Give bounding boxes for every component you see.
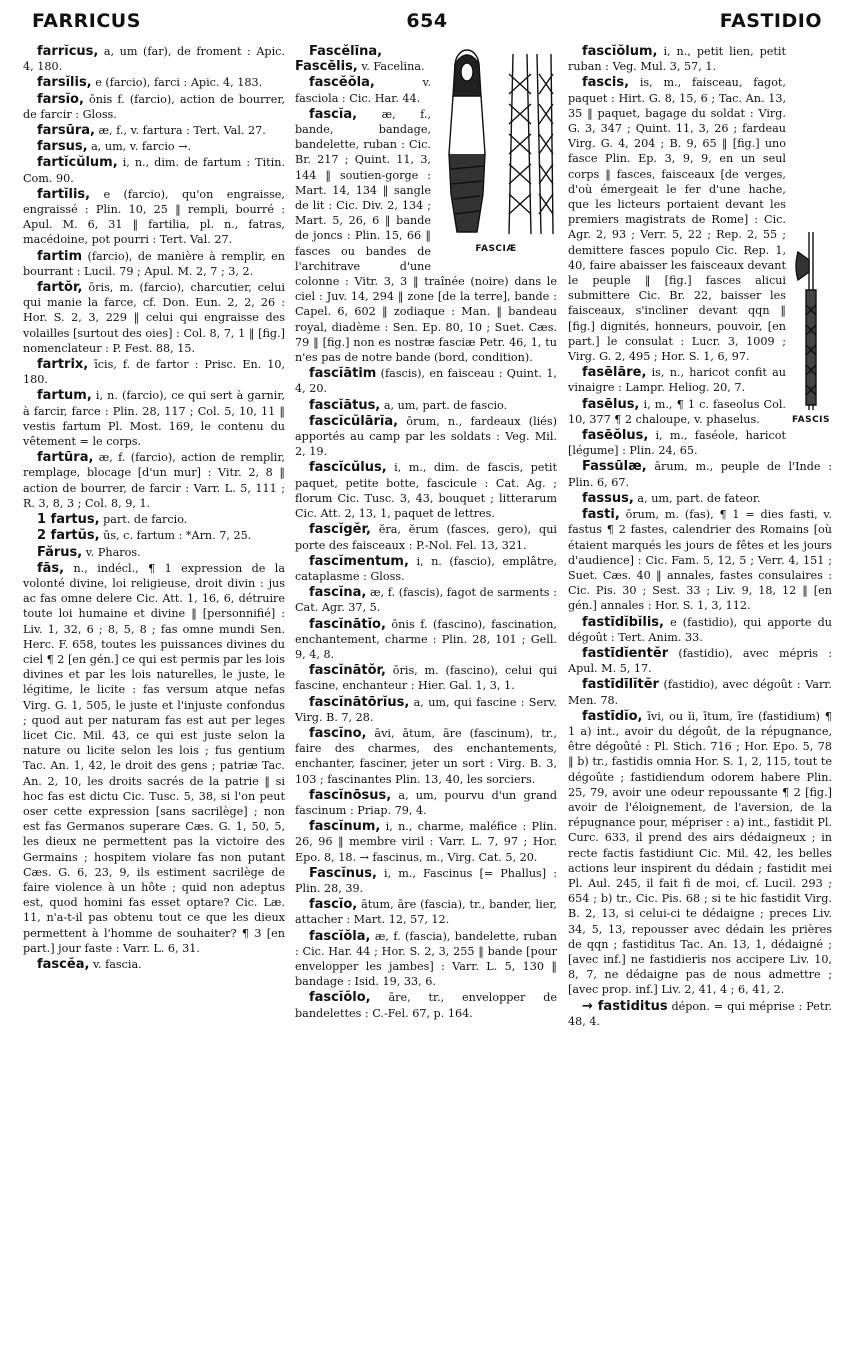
column-1 bbox=[23, 44, 285, 1344]
entry-headword: fascĭmentum, bbox=[309, 553, 409, 569]
entry-headword: Fassūlæ, bbox=[582, 459, 647, 475]
entry-headword: fasēlus, bbox=[582, 396, 640, 412]
entry-definition: ōris, m. (farcio), charcutier, celui qui manie la farce, cf. Don. Eun. 2, 2, 26 : Hor. S. 2, 3, 229 ‖ celui qui engraisse des volailles [surtout des oies] : Col. 8, 7, 1 ‖ [fig.] nomenclateur : P. Fest. 88, 15. bbox=[23, 281, 285, 355]
page-number: 654 bbox=[406, 10, 448, 32]
entry-headword: fastīdĭentĕr bbox=[582, 645, 669, 661]
entry-headword: farrĭcus, bbox=[37, 44, 99, 59]
entry-definition: a, um, v. farcio →. bbox=[91, 140, 192, 154]
entry-definition: v. Facelina. bbox=[361, 60, 425, 74]
entry-definition: i, m., faséole, haricot [légume] : Plin. 24, 65. bbox=[568, 429, 786, 458]
entry-definition: dépon. = qui méprise : Petr. 48, 4. bbox=[568, 999, 832, 1028]
entry-headword: fascĕa, bbox=[37, 956, 90, 972]
entry-definition: i, m., dim. de fascis, petit paquet, petite botte, fascicule : Cat. Ag. ; florum Cic. Tusc. 3, 43, bouquet ; litterarum Cic. Att. 2, 13, 1, paquet de lettres. bbox=[295, 461, 557, 521]
entry-headword: fartum, bbox=[37, 388, 92, 404]
dictionary-entry bbox=[23, 123, 285, 138]
entry-definition: ōris, m. (fascino), celui qui fascine, enchanteur : Hier. Gal. 1, 3, 1. bbox=[295, 664, 557, 693]
entry-headword: fascĭnātōrĭus, bbox=[309, 694, 410, 710]
dictionary-entry bbox=[295, 585, 557, 615]
entry-headword: fascĭcŭlārĭa, bbox=[309, 413, 399, 429]
entry-definition: ōrum, m. (fas), ¶ 1 = dies fasti, v. fastus ¶ 2 fastes, calendrier des Romains [où étaient marqués les jours de fêtes et les jours d'audience] : Cic. Fam. 5, 12, 5 ; Verr. 4, 151 ; Suet. Cæs. 40 ‖ annales, fastes consulaires : Cic. Pis. 30 ; Sest. 33 ; Liv. 9, 18, 12 ‖ [en gén.] annales : Hor. S. 1, 3, 112. bbox=[568, 508, 832, 613]
entry-definition: i, n. (fascio), emplâtre, cataplasme : Gloss. bbox=[295, 554, 557, 583]
entry-definition: æ, f., bande, bandage, bandelette, ruban : Cic. Br. 217 ; Quint. 11, 3, 144 ‖ soutien-gorge : Mart. 14, 134 ‖ sangle de lit : Cic. Div. 2, 134 ; Mart. 5, 26, 6 ‖ bande de joncs : Plin. 15, 66 ‖ fasces ou bandes de l'architrave d'une colonne : Vitr. 3, 3 ‖ traînée (noire) dans le ciel : Juv. 14, 294 ‖ zone [de la terre], bande : Capel. 6, 602 ‖ zodiaque : Man. ‖ bandeau royal, diadème : Sen. Ep. 80, 10 ; Suet. Cæs. 79 ‖ [fig.] non es nostræ fasciæ Petr. 46, 1, tu n'es pas de notre bande (bord, condition). bbox=[295, 107, 557, 365]
entry-definition: ātum, āre (fascia), tr., bander, lier, attacher : Mart. 12, 57, 12. bbox=[295, 898, 557, 927]
entry-headword: fascĭātim bbox=[309, 366, 377, 382]
dictionary-entry bbox=[23, 957, 285, 972]
dictionary-entry bbox=[295, 897, 557, 927]
dictionary-entry bbox=[295, 866, 557, 896]
dictionary-entry bbox=[295, 414, 557, 460]
fascis-illustration bbox=[790, 230, 832, 430]
dictionary-entry bbox=[23, 450, 285, 511]
entry-definition: v. fascia. bbox=[92, 957, 142, 971]
dictionary-entry bbox=[295, 398, 557, 413]
entry-headword: fascĭnātŏr, bbox=[309, 663, 386, 679]
entry-definition: ōnis f. (farcio), action de bourrer, de farcir : Gloss. bbox=[23, 92, 285, 121]
dictionary-entry bbox=[568, 459, 832, 489]
dictionary-entry bbox=[295, 366, 557, 396]
entry-definition: n., indécl., ¶ 1 expression de la volonté divine, loi religieuse, droit divin : jus ac fas omne delere Cic. Att. 1, 16, 6, détruire toute loi humaine et divine ‖ [personnifié] : Liv. 1, 32, 6 ; 8, 5, 8 ; fas omne mundi Sen. Herc. F. 658, toutes les puissances divines du ciel ¶ 2 [en gén.] ce qui est permis par les lois divines et par les lois naturelles, le juste, le légitime, le licite : fas versum atque nefas Virg. G. 1, 505, le juste et l'injuste confondus ; quod aut per naturam fas est aut per leges licet Cic. Mil. 43, ce qui est juste selon la nature ou licite selon les lois ; fus gentium Tac. An. 1, 42, le droit des gens ; patriæ Tac. An. 2, 10, les droits sacrés de la patrie ‖ si hoc fas est dictu Cic. Tusc. 5, 38, si l'on peut oser cette expression [sans sacrilège] ; non est fas Germanos superare Cæs. G. 1, 50, 5, les dieux ne permettent pas la victoire des Germains ; hospitem violare fas non putant Cæs. G. 6, 23, 9, ils estiment sacrilège de faire violence à un hôte ; quid non adeptus est, quod homini fas esset optare? Cic. Læ. 11, n'a-t-il pas obtenu tout ce que les dieux permettent à l'homme de souhaiter? ¶ 3 [en part.] jour faste : Varr. L. 6, 31. bbox=[23, 561, 285, 955]
entry-definition: (fastidio), avec dégoût : Varr. Men. 78. bbox=[568, 678, 832, 707]
entry-definition: æ, f. (farcio), action de remplir, remplage, blocage [d'un mur] : Vitr. 2, 8 ‖ action de bourrer, de farcir : Varr. L. 5, 111 ; R. 3, 8, 3 ; Col. 8, 9, 1. bbox=[23, 451, 285, 510]
dictionary-entry bbox=[568, 428, 832, 458]
entry-headword: 2 fartŭs, bbox=[37, 528, 100, 544]
entry-definition: v. fasciola : Cic. Har. 44. bbox=[295, 76, 431, 105]
entry-headword: 1 fartus, bbox=[37, 512, 100, 528]
entry-definition: æ, f., v. fartura : Tert. Val. 27. bbox=[98, 124, 266, 138]
dictionary-entry bbox=[295, 788, 557, 818]
entry-definition: a, um (far), de froment : Apic. 4, 180. bbox=[23, 45, 285, 74]
entry-headword: fascĭgĕr, bbox=[309, 522, 371, 538]
dictionary-entry bbox=[295, 460, 557, 521]
entry-headword: fastīdĭo, bbox=[582, 708, 643, 724]
dictionary-entry bbox=[568, 615, 832, 645]
entry-headword: farsūra, bbox=[37, 123, 95, 139]
entry-definition: is, n., haricot confit au vinaigre : Lampr. Heliog. 20, 7. bbox=[568, 366, 786, 395]
entry-definition: i, n., dim. de fartum : Titin. Com. 90. bbox=[23, 156, 285, 185]
entry-definition: a, um, part. de fateor. bbox=[637, 491, 761, 505]
column-3 bbox=[568, 44, 832, 1344]
entry-headword: fās, bbox=[37, 560, 65, 576]
entry-definition: a, um, qui fascine : Serv. Virg. B. 7, 28. bbox=[295, 695, 557, 724]
page-header bbox=[32, 10, 822, 40]
dictionary-entry bbox=[23, 561, 285, 956]
entry-definition: i, n., petit lien, petit ruban : Veg. Mul. 3, 57, 1. bbox=[568, 45, 786, 74]
dictionary-entry bbox=[295, 617, 557, 663]
dictionary-entry bbox=[295, 695, 557, 725]
entry-definition: i, n. (farcio), ce qui sert à garnir, à farcir, farce : Plin. 28, 117 ; Col. 5, 10, 11 ‖ vestis fartum Pl. Most. 169, le contenu du vêtement = le corps. bbox=[23, 389, 285, 449]
dictionary-entry bbox=[568, 44, 832, 74]
entry-headword: farsĭlis, bbox=[37, 75, 92, 91]
dictionary-entry bbox=[23, 280, 285, 356]
dictionary-entry bbox=[295, 554, 557, 584]
entry-headword: fartim bbox=[37, 248, 83, 264]
entry-definition: ūs, c. fartum : *Arn. 7, 25. bbox=[103, 529, 252, 543]
entry-headword: fasti, bbox=[582, 507, 620, 523]
entry-headword: fasēlāre, bbox=[582, 365, 647, 381]
entry-headword: fartūra, bbox=[37, 450, 94, 466]
entry-headword: fascĭnātĭo, bbox=[309, 616, 386, 632]
entry-definition: v. Pharos. bbox=[85, 545, 141, 559]
dictionary-entry bbox=[23, 512, 285, 527]
entry-headword: fartĭcŭlum, bbox=[37, 155, 118, 171]
entry-headword: fascĭnum, bbox=[309, 819, 381, 835]
column-2 bbox=[295, 44, 557, 1344]
entry-headword: fascĭna, bbox=[309, 585, 367, 601]
entry-headword: → fastiditus bbox=[582, 998, 668, 1014]
dictionary-entry bbox=[23, 528, 285, 543]
header-last-entry: FASTIDIO bbox=[719, 10, 822, 32]
entry-headword: Fărus, bbox=[37, 544, 83, 560]
entry-definition: æ, f. (fascis), fagot de sarments : Cat. Agr. 37, 5. bbox=[295, 586, 557, 615]
entry-definition: i, m., ¶ 1 c. faseolus Col. 10, 377 ¶ 2 chaloupe, v. phaselus. bbox=[568, 397, 786, 426]
dictionary-entry bbox=[568, 999, 832, 1029]
entry-definition: (fastidio), avec mépris : Apul. M. 5, 17. bbox=[568, 646, 832, 676]
dictionary-entry bbox=[295, 990, 557, 1020]
dictionary-entry bbox=[568, 709, 832, 998]
dictionary-entry bbox=[568, 677, 832, 707]
entry-definition: a, um, pourvu d'un grand fascinum : Priap. 79, 4. bbox=[295, 788, 557, 817]
entry-headword: fascĭnōsus, bbox=[309, 787, 392, 803]
entry-headword: fascĭŏlo, bbox=[309, 990, 371, 1006]
dictionary-entry bbox=[568, 507, 832, 613]
entry-headword: fartŏr, bbox=[37, 280, 83, 296]
entry-headword: fassus, bbox=[582, 490, 634, 506]
dictionary-entry bbox=[295, 522, 557, 552]
dictionary-entry bbox=[568, 646, 832, 676]
entry-headword: fascĭŏlum, bbox=[582, 44, 658, 59]
entry-headword: fastīdĭbĭlis, bbox=[582, 614, 664, 630]
entry-definition: ĕra, ĕrum (fasces, gero), qui porte des faisceaux : P.-Nol. Fel. 13, 321. bbox=[295, 523, 557, 552]
entry-headword: fascĭno, bbox=[309, 725, 367, 741]
entry-definition: e (farcio), qu'on engraisse, engraissé : Plin. 10, 25 ‖ rempli, bourré : Apul. M. 6, 31 ‖ fartilia, pl. n., fatras, macédoine, pot pourri : Tert. Val. 27. bbox=[23, 187, 285, 247]
entry-definition: i, n., charme, maléfice : Plin. 26, 96 ‖ membre viril : Varr. L. 7, 97 ; Hor. Epo. 8, 18. → fascinus, m., Virg. Cat. 5, 20. bbox=[295, 820, 557, 864]
entry-headword: fartrix, bbox=[37, 357, 89, 373]
fasciae-drawing bbox=[435, 44, 557, 244]
entry-definition: i, m., Fascinus [= Phallus] : Plin. 28, 39. bbox=[295, 866, 557, 895]
entry-headword: fasēŏlus, bbox=[582, 428, 649, 444]
entry-definition: (fascis), en faisceau : Quint. 1, 4, 20. bbox=[295, 367, 557, 396]
entry-headword: fascĭŏla, bbox=[309, 928, 371, 944]
entry-headword: fastīdīlĭtĕr bbox=[582, 677, 659, 693]
dictionary-entry bbox=[23, 75, 285, 90]
entry-headword: fascĭo, bbox=[309, 897, 358, 913]
entry-definition: īcis, f. de fartor : Prisc. En. 10, 180. bbox=[23, 358, 285, 387]
fasciae-illustration bbox=[435, 44, 557, 258]
dictionary-entry bbox=[568, 491, 832, 506]
entry-definition: is, m., faisceau, fagot, paquet : Hirt. G. 8, 15, 6 ; Tac. An. 13, 35 ‖ paquet, bagage du soldat : Virg. G. 3, 347 ; Quint. 11, 3, 26 ; fardeau Virg. G. 4, 204 ; B. 9, 65 ‖ [fig.] uno fasce Plin. Ep. 3, 9, 9, en un seul corps ‖ fasces, faisceaux [de verges, d'où émergeait le fer d'une hache, que les licteurs portaient devant les premiers magistrats de Rome] : Cic. Agr. 2, 93 ; Verr. 5, 22 ; Rep. 2, 55 ; demittere fasces populo Cic. Rep. 1, 40, faire abaisser les faisceaux devant le peuple ‖ [fig.] fasces alicui submittere Cic. Br. 22, baisser les faisceaux, s'incliner devant qqn ‖ [fig.] dignités, honneurs, pouvoir, [en part.] le consulat : Lucr. 3, 1009 ; Virg. G. 2, 495 ; Hor. S. 1, 6, 97. bbox=[568, 76, 786, 364]
entry-definition: īvi, ou ĭi, ītum, īre (fastidium) ¶ 1 a) int., avoir du dégoût, de la répugnance, être dégoûté : Pl. Stich. 716 ; Hor. Epo. 5, 78 ‖ b) tr., fastidis omnia Hor. S. 1, 2, 115, tout te dégoûte ; fastidiendum odorem habere Plin. 25, 79, avoir une odeur repoussante ¶ 2 [fig.] avoir de l'éloignement, de l'aversion, de la répugnance pour, mépriser : a) int., fastidit Pl. Curc. 633, il prend des airs dédaigneux ; in recte factis fastidiunt Cic. Mil. 42, les belles actions leur inspirent du dédain ; fastidit mei Pl. Aul. 245, il fait fi de moi, cf. Lucil. 293 ; 654 ; b) tr., Cic. Pis. 68 ; si te hic fastidit Virg. B. 2, 13, si celui-ci te dédaigne ; preces Liv. 34, 5, 13, repousser avec dédain les prières de qqn ; fastiditus Tac. An. 13, 1, dédaigné ; [avec inf.] ne fastidieris nos accipere Liv. 10, 8, 7, ne dédaigne pas de nous admettre ; [avec prop. inf.] Liv. 2, 41, 4 ; 6, 41, 2. bbox=[568, 709, 832, 997]
dictionary-entry bbox=[295, 726, 557, 787]
dictionary-entry bbox=[23, 139, 285, 154]
entry-definition: e (fastidio), qui apporte du dégoût : Tert. Anim. 33. bbox=[568, 615, 832, 644]
dictionary-entry bbox=[23, 545, 285, 560]
dictionary-entry bbox=[295, 663, 557, 693]
dictionary-entry bbox=[23, 92, 285, 122]
entry-headword: fartĭlis, bbox=[37, 186, 91, 202]
entry-definition: ōnis f. (fascino), fascination, enchantement, charme : Plin. 28, 101 ; Gell. 9, 4, 8. bbox=[295, 617, 557, 661]
entry-headword: farsĭo, bbox=[37, 91, 84, 107]
entry-headword: Fascĕlīna, Fascēlis, bbox=[295, 44, 383, 75]
entry-headword: fascis, bbox=[582, 75, 630, 91]
dictionary-entry bbox=[23, 187, 285, 248]
fascis-caption: FASCIS bbox=[792, 415, 830, 425]
entry-definition: āvi, ātum, āre (fascinum), tr., faire des charmes, des enchantements, enchanter, fasciner, jeter un sort : Virg. B. 3, 103 ; fascinantes Plin. 13, 40, les sorciers. bbox=[295, 726, 557, 786]
fasciae-caption: FASCIÆ bbox=[475, 244, 517, 254]
header-first-entry: FARRICUS bbox=[32, 10, 141, 32]
entry-definition: a, um, part. de fascio. bbox=[383, 398, 508, 412]
entry-definition: æ, f. (fascia), bandelette, ruban : Cic. Har. 44 ; Hor. S. 2, 3, 255 ‖ bande [pour envelopper les jambes] : Varr. L. 5, 130 ‖ bandage : Isid. 19, 33, 6. bbox=[295, 929, 557, 989]
entry-headword: fascĕŏla, bbox=[309, 75, 375, 91]
entry-headword: fascĭa, bbox=[309, 106, 358, 122]
entry-headword: fascĭcŭlus, bbox=[309, 460, 387, 476]
dictionary-entry bbox=[295, 929, 557, 990]
entry-definition: e (farcio), farci : Apic. 4, 183. bbox=[95, 76, 263, 90]
entry-headword: Fascĭnus, bbox=[309, 865, 377, 881]
entry-headword: farsus, bbox=[37, 139, 88, 155]
dictionary-entry bbox=[23, 44, 285, 74]
entry-definition: (farcio), de manière à remplir, en bourrant : Lucil. 79 ; Apul. M. 2, 7 ; 3, 2. bbox=[23, 249, 285, 278]
entry-definition: ārum, m., peuple de l'Inde : Plin. 6, 67. bbox=[568, 460, 832, 489]
entry-headword: fascĭātus, bbox=[309, 397, 381, 413]
dictionary-entry bbox=[23, 249, 285, 279]
dictionary-entry bbox=[23, 155, 285, 185]
entry-definition: ōrum, n., fardeaux (liés) apportés au camp par les soldats : Veg. Mil. 2, 19. bbox=[295, 414, 557, 459]
dictionary-entry bbox=[295, 819, 557, 865]
fascis-drawing bbox=[790, 230, 832, 415]
entry-definition: āre, tr., envelopper de bandelettes : C.-Fel. 67, p. 164. bbox=[295, 991, 557, 1020]
entry-definition: part. de farcio. bbox=[103, 513, 188, 527]
dictionary-entry bbox=[23, 388, 285, 449]
dictionary-entry bbox=[23, 357, 285, 387]
